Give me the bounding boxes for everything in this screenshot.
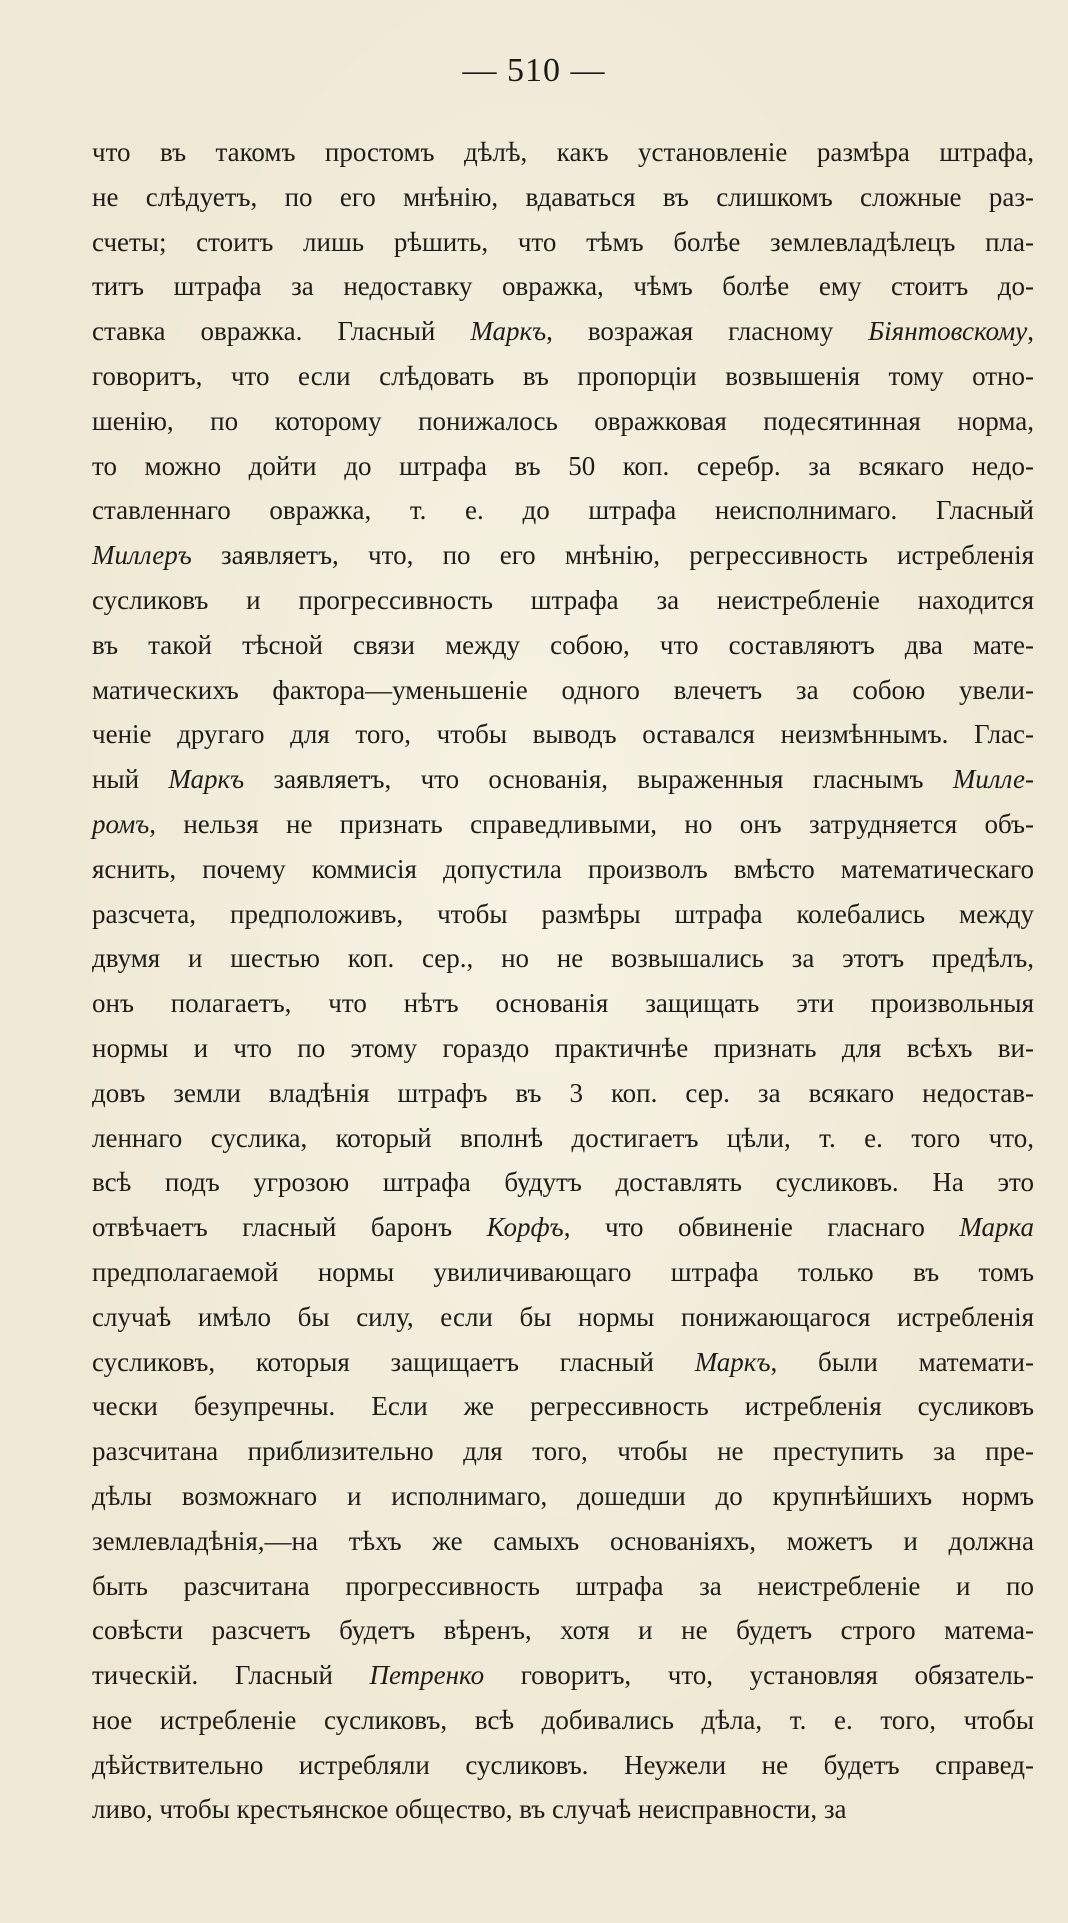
text-line [92, 1071, 1034, 1116]
text-segment: дѣйствительно истребляли сусликовъ. Неужели не будетъ справед- [92, 1749, 1034, 1780]
text-line [92, 1250, 1034, 1295]
italic-name: Корфъ [486, 1212, 564, 1243]
italic-name: Маркъ [470, 316, 547, 347]
text-segment: , нельзя не признать справедливыми, но онъ затрудняется объ- [149, 808, 1034, 839]
text-segment: землевладѣнія,—на тѣхъ же самыхъ основаніяхъ, можетъ и должна [92, 1525, 1034, 1556]
text-line [92, 1429, 1034, 1474]
text-line [92, 1116, 1034, 1161]
italic-name: Маркъ [694, 1346, 771, 1377]
text-line [92, 354, 1034, 399]
text-line [92, 399, 1034, 444]
text-line [92, 264, 1034, 309]
text-line [92, 533, 1034, 578]
text-line [92, 1205, 1034, 1250]
italic-name: Марка [959, 1212, 1034, 1243]
text-line [92, 668, 1034, 713]
text-segment: шенію, по которому понижалось овражковая подесятинная норма, [92, 405, 1034, 436]
text-line [92, 802, 1034, 847]
text-segment: ченіе другаго для того, чтобы выводъ оставался неизмѣннымъ. Глас- [92, 719, 1034, 750]
text-segment: всѣ подъ угрозою штрафа будутъ доставлять сусликовъ. На это [92, 1167, 1034, 1198]
text-line [92, 981, 1034, 1026]
text-segment: заявляетъ, что, по его мнѣнію, регрессивность истребленія [191, 540, 1034, 571]
page-number: — 510 — [462, 52, 606, 89]
text-segment: что въ такомъ простомъ дѣлѣ, какъ установленіе размѣра штрафа, [92, 137, 1034, 167]
text-segment: чески безупречны. Если же регрессивность истребленія сусликовъ [92, 1391, 1034, 1422]
text-segment: совѣсти разсчетъ будетъ вѣренъ, хотя и не будетъ строго матема- [92, 1615, 1034, 1646]
text-segment: онъ полагаетъ, что нѣтъ основанія защищать эти произвольныя [92, 988, 1034, 1019]
text-segment: разсчета, предположивъ, чтобы размѣры штрафа колебались между [92, 898, 1034, 929]
text-line [92, 712, 1034, 757]
text-line [92, 1698, 1034, 1743]
italic-name: Біянтовскому [868, 316, 1028, 347]
text-line [92, 1653, 1034, 1698]
text-segment: , были математи- [770, 1346, 1034, 1377]
text-line [92, 1608, 1034, 1653]
text-line [92, 936, 1034, 981]
text-line [92, 1295, 1034, 1340]
text-segment: то можно дойти до штрафа въ 50 коп. серебр. за всякаго недо- [92, 450, 1034, 481]
text-segment: ливо, чтобы крестьянское общество, въ случаѣ неисправности, за [92, 1794, 847, 1825]
body-text [92, 130, 1034, 1832]
text-line [92, 488, 1034, 533]
text-line [92, 1787, 1034, 1832]
text-line [92, 1564, 1034, 1609]
text-line [92, 220, 1034, 265]
text-segment: тическій. Гласный [92, 1660, 370, 1691]
text-segment: матическихъ фактора—уменьшеніе одного влечетъ за собою увели- [92, 674, 1034, 705]
text-line [92, 623, 1034, 668]
text-segment: отвѣчаетъ гласный баронъ [92, 1212, 487, 1243]
italic-name: Маркъ [168, 764, 245, 795]
text-segment: сусликовъ, которыя защищаетъ гласный [92, 1346, 695, 1377]
text-segment: случаѣ имѣло бы силу, если бы нормы понижающагося истребленія [92, 1301, 1034, 1332]
text-line [92, 309, 1034, 354]
text-line [92, 1026, 1034, 1071]
text-segment: говоритъ, что если слѣдовать въ пропорціи возвышенія тому отно- [92, 360, 1034, 391]
text-segment: быть разсчитана прогрессивность штрафа за неистребленіе и по [92, 1570, 1034, 1601]
text-segment: , что обвиненіе гласнаго [563, 1212, 960, 1243]
italic-name: ромъ [92, 808, 150, 839]
text-segment: счеты; стоитъ лишь рѣшить, что тѣмъ болѣе землевладѣлецъ пла- [92, 226, 1034, 257]
text-segment: довъ земли владѣнія штрафъ въ 3 коп. сер. за всякаго недостав- [92, 1077, 1034, 1108]
text-line [92, 757, 1034, 802]
text-line [92, 130, 1034, 175]
text-segment: въ такой тѣсной связи между собою, что составляютъ два мате- [92, 629, 1034, 660]
text-line [92, 847, 1034, 892]
text-segment: ставка овражка. Гласный [92, 316, 471, 347]
text-segment: леннаго суслика, который вполнѣ достигаетъ цѣли, т. е. того что, [92, 1122, 1034, 1153]
text-line [92, 444, 1034, 489]
italic-name: Милле- [952, 764, 1034, 795]
text-segment: сусликовъ и прогрессивность штрафа за неистребленіе находится [92, 584, 1034, 615]
text-segment: предполагаемой нормы увиличивающаго штрафа только въ томъ [92, 1256, 1034, 1287]
text-line [92, 1743, 1034, 1788]
text-line [92, 1160, 1034, 1205]
italic-name: Петренко [369, 1660, 485, 1691]
text-segment: говоритъ, что, установляя обязатель- [484, 1660, 1034, 1691]
text-line [92, 892, 1034, 937]
text-line [92, 1519, 1034, 1564]
italic-name: Миллеръ [92, 540, 192, 571]
text-segment: , возражая гласному [546, 316, 869, 347]
text-line [92, 1474, 1034, 1519]
text-line [92, 578, 1034, 623]
text-line [92, 1384, 1034, 1429]
text-segment: не слѣдуетъ, по его мнѣнію, вдаваться въ слишкомъ сложные раз- [92, 181, 1034, 212]
text-segment: дѣлы возможнаго и исполнимаго, дошедши до крупнѣйшихъ нормъ [92, 1480, 1034, 1511]
text-segment: двумя и шестью коп. сер., но не возвышались за этотъ предѣлъ, [92, 943, 1034, 974]
text-segment: разсчитана приблизительно для того, чтобы не преступить за пре- [92, 1436, 1034, 1467]
text-segment: , [1027, 316, 1034, 347]
text-segment: яснить, почему коммисія допустила произволъ вмѣсто математическаго [92, 853, 1034, 884]
text-segment: нормы и что по этому гораздо практичнѣе признать для всѣхъ ви- [92, 1032, 1034, 1063]
text-segment: ный [92, 764, 169, 795]
text-line [92, 175, 1034, 220]
text-line [92, 1340, 1034, 1385]
text-segment: титъ штрафа за недоставку овражка, чѣмъ болѣе ему стоитъ до- [92, 271, 1034, 302]
text-segment: заявляетъ, что основанія, выраженныя гласнымъ [244, 764, 953, 795]
text-segment: ное истребленіе сусликовъ, всѣ добивались дѣла, т. е. того, чтобы [92, 1704, 1034, 1735]
text-segment: ставленнаго овражка, т. е. до штрафа неисполнимаго. Гласный [92, 495, 1034, 526]
